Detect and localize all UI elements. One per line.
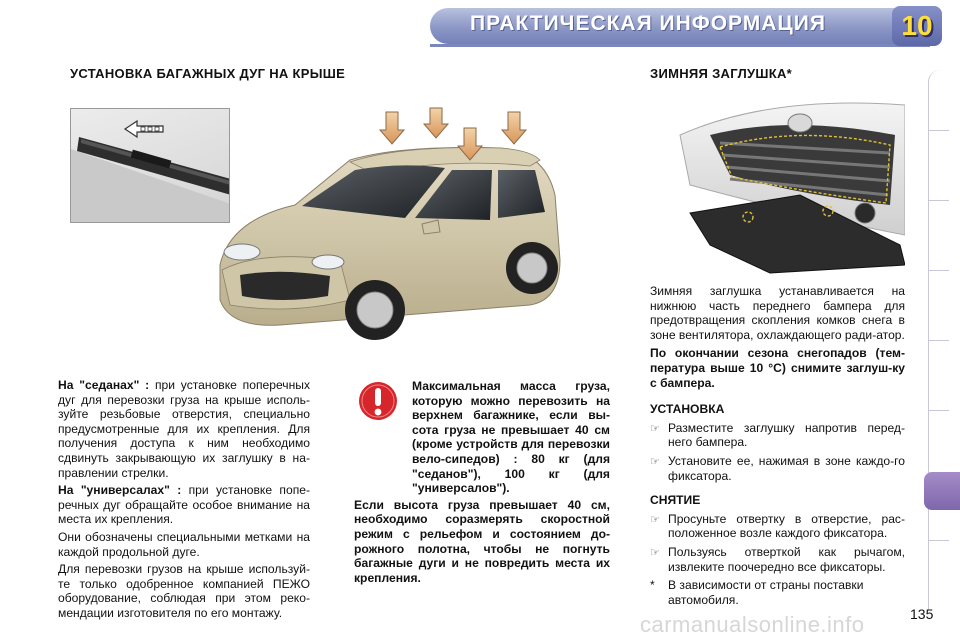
list-item: ☞ Разместите заглушку напротив перед-него бампера. <box>650 420 905 450</box>
roof-bars-heading: УСТАНОВКА БАГАЖНЫХ ДУГ НА КРЫШЕ <box>70 66 346 81</box>
page-header <box>0 0 960 52</box>
pointing-hand-icon: ☞ <box>650 513 660 526</box>
edge-tick <box>929 540 949 541</box>
sedan-text: при установке поперечных дуг для перевозки груза на крыше исполь-зуйте резьбовые отверстия, специально предусмотренные для их крепления. Для получения доступа к ним необходимо сдвинуть закрывающую их заглушку в на-правлении стрелки. <box>58 378 310 480</box>
chapter-number: 10 <box>901 10 933 41</box>
roof-bars-text <box>58 378 310 624</box>
winter-cover-photo <box>650 95 905 275</box>
marks-paragraph: Они обозначены специальными метками на каждой продольной дуге. <box>58 529 310 559</box>
watermark: carmanualsonline.info <box>640 612 865 637</box>
active-chapter-tab <box>924 472 960 510</box>
install-heading: УСТАНОВКА <box>650 402 725 417</box>
wagon-text: при установке попе-речных дуг обращайте особое внимание на места их крепления. <box>58 483 311 527</box>
edge-tick <box>929 340 949 341</box>
list-item: ☞ Просуньте отвертку в отверстие, рас-положенное возле каждого фиксатора. <box>650 511 905 541</box>
footnote-text: В зависимости от страны поставки автомобиля. <box>668 578 864 607</box>
car-roof-illustration <box>200 100 590 360</box>
list-item: ☞ Пользуясь отверткой как рычагом, извлеките поочередно все фиксаторы. <box>650 544 905 574</box>
edge-tick <box>929 410 949 411</box>
sedan-paragraph <box>58 378 310 480</box>
chapter-badge <box>892 6 942 46</box>
header-underline <box>430 44 930 47</box>
wagon-paragraph <box>58 483 310 527</box>
winter-cover-text <box>650 284 905 578</box>
edge-tick <box>929 270 949 271</box>
chapter-tabs-edge <box>928 70 960 610</box>
pointing-hand-icon: ☞ <box>650 422 660 435</box>
max-load-warning <box>354 379 610 587</box>
footnote-mark: * <box>650 578 655 592</box>
car-illustration <box>200 100 590 360</box>
wagon-label: На "универсалах" : <box>58 483 182 498</box>
section-title: ПРАКТИЧЕСКАЯ ИНФОРМАЦИЯ <box>470 12 826 35</box>
footnote <box>650 578 905 607</box>
edge-tick <box>929 130 949 131</box>
accessories-paragraph: Для перевозки грузов на крыше используй-те только одобренное компанией ПЕЖО оборудование, соблюдая при этом реко-мендации изготовителя по его монтажу. <box>58 562 310 620</box>
winter-cover-notice: По окончании сезона снегопадов (тем-пература выше 10 °С) снимите заглуш-ку с бампера. <box>650 346 905 390</box>
pointing-hand-icon: ☞ <box>650 455 660 468</box>
sedan-label: На "седанах" : <box>58 378 150 392</box>
warning-height: Если высота груза превышает 40 см, необходимо соразмерять скоростной режим с рельефом и состоянием до-рожного полотна, чтобы не погнуть багажные дуги и не повредить места их крепления. <box>354 497 610 585</box>
winter-cover-intro: Зимняя заглушка устанавливается на нижнюю часть переднего бампера для предотвращения скопления комков снега в зоне вентилятора, охлаждающего ради-атор. <box>650 284 905 342</box>
bumper-cover-illustration <box>650 95 905 275</box>
winter-cover-heading: ЗИМНЯЯ ЗАГЛУШКА* <box>650 66 793 81</box>
edge-tick <box>929 200 949 201</box>
warning-max-load: Максимальная масса груза, которую можно перевозить на верхнем багажнике, если вы-сота груза не превышает 40 см (кроме устройств для перевозки вело-сипедов) : 80 кг (для "седанов"), 100 кг (для "универсалов"). <box>412 379 610 496</box>
pointing-hand-icon: ☞ <box>650 546 660 559</box>
page-number: 135 <box>910 606 934 622</box>
list-item: ☞ Установите ее, нажимая в зоне каждо-го фиксатора. <box>650 453 905 483</box>
remove-heading: СНЯТИЕ <box>650 493 701 508</box>
